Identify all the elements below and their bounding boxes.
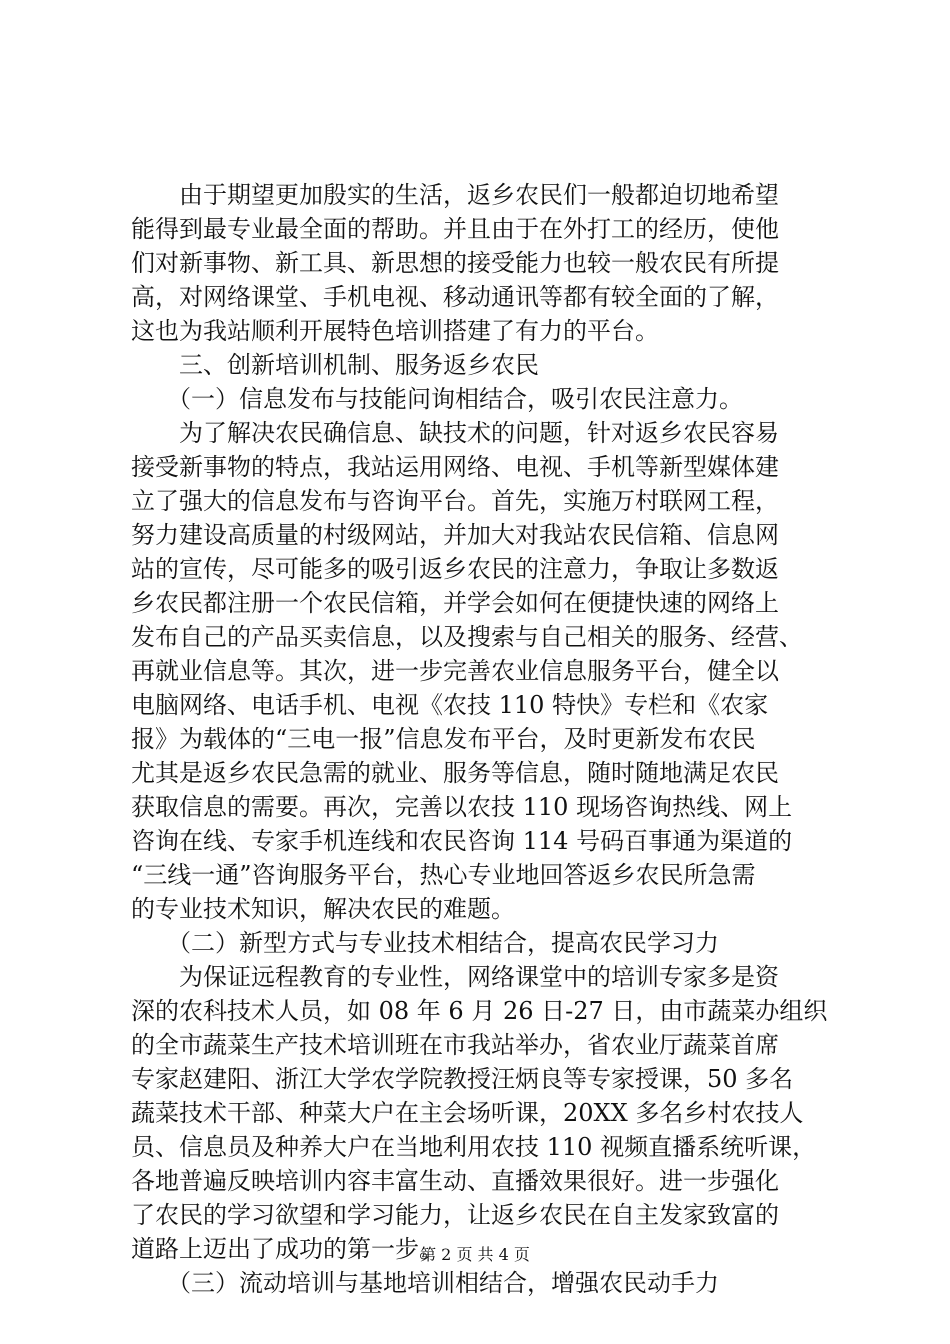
- text-line: 发布自己的产品买卖信息，以及搜索与自己相关的服务、经营、: [131, 623, 803, 651]
- text-line: 的全市蔬菜生产技术培训班在市我站举办，省农业厅蔬菜首席: [131, 1031, 779, 1059]
- text-line: 能得到最专业最全面的帮助。并且由于在外打工的经历，使他: [131, 215, 779, 243]
- page-footer: [0, 1245, 950, 1265]
- text-line: 为了解决农民确信息、缺技术的问题，针对返乡农民容易: [131, 419, 779, 447]
- document-body: [131, 178, 831, 1300]
- text-line: 员、信息员及种养大户在当地利用农技 110 视频直播系统听课，: [131, 1133, 817, 1161]
- text-line: 深的农科技术人员，如 08 年 6 月 26 日-27 日，由市蔬菜办组织: [131, 997, 828, 1025]
- text-line: 再就业信息等。其次，进一步完善农业信息服务平台，健全以: [131, 657, 779, 685]
- text-line: 这也为我站顺利开展特色培训搭建了有力的平台。: [131, 317, 659, 345]
- text-line: 专家赵建阳、浙江大学农学院教授汪炳良等专家授课，50 多名: [131, 1065, 794, 1093]
- text-line: 接受新事物的特点，我站运用网络、电视、手机等新型媒体建: [131, 453, 779, 481]
- text-line: 高，对网络课堂、手机电视、移动通讯等都有较全面的了解，: [131, 283, 779, 311]
- text-line: 蔬菜技术干部、种菜大户在主会场听课，20XX 多名乡村农技人: [131, 1099, 804, 1127]
- section-heading: 三、创新培训机制、服务返乡农民: [131, 351, 539, 379]
- subsection-heading: （三）流动培训与基地培训相结合，增强农民动手力: [131, 1269, 719, 1297]
- text-line: 报》为载体的“三电一报”信息发布平台，及时更新发布农民: [131, 725, 756, 753]
- text-line: 的专业技术知识，解决农民的难题。: [131, 895, 515, 923]
- subsection-heading: （二）新型方式与专业技术相结合，提高农民学习力: [131, 929, 719, 957]
- text-line: 立了强大的信息发布与咨询平台。首先，实施万村联网工程，: [131, 487, 779, 515]
- text-line: 获取信息的需要。再次，完善以农技 110 现场咨询热线、网上: [131, 793, 793, 821]
- text-line: 电脑网络、电话手机、电视《农技 110 特快》专栏和《农家: [131, 691, 769, 719]
- text-line: 乡农民都注册一个农民信箱，并学会如何在便捷快速的网络上: [131, 589, 779, 617]
- text-line: 为保证远程教育的专业性，网络课堂中的培训专家多是资: [131, 963, 779, 991]
- text-line: 努力建设高质量的村级网站，并加大对我站农民信箱、信息网: [131, 521, 779, 549]
- text-line: “三线一通”咨询服务平台，热心专业地回答返乡农民所急需: [131, 861, 756, 889]
- text-line: 们对新事物、新工具、新思想的接受能力也较一般农民有所提: [131, 249, 779, 277]
- text-line: 咨询在线、专家手机连线和农民咨询 114 号码百事通为渠道的: [131, 827, 793, 855]
- text-line: 道路上迈出了成功的第一步。: [131, 1235, 443, 1263]
- text-line: 了农民的学习欲望和学习能力，让返乡农民在自主发家致富的: [131, 1201, 779, 1229]
- text-line: 各地普遍反映培训内容丰富生动、直播效果很好。进一步强化: [131, 1167, 779, 1195]
- text-line: 由于期望更加殷实的生活，返乡农民们一般都迫切地希望: [131, 181, 779, 209]
- text-line: 尤其是返乡农民急需的就业、服务等信息，随时随地满足农民: [131, 759, 779, 787]
- text-line: 站的宣传，尽可能多的吸引返乡农民的注意力，争取让多数返: [131, 555, 779, 583]
- subsection-heading: （一）信息发布与技能问询相结合，吸引农民注意力。: [131, 385, 743, 413]
- page-number-label: 第 2 页 共 4 页: [420, 1245, 530, 1264]
